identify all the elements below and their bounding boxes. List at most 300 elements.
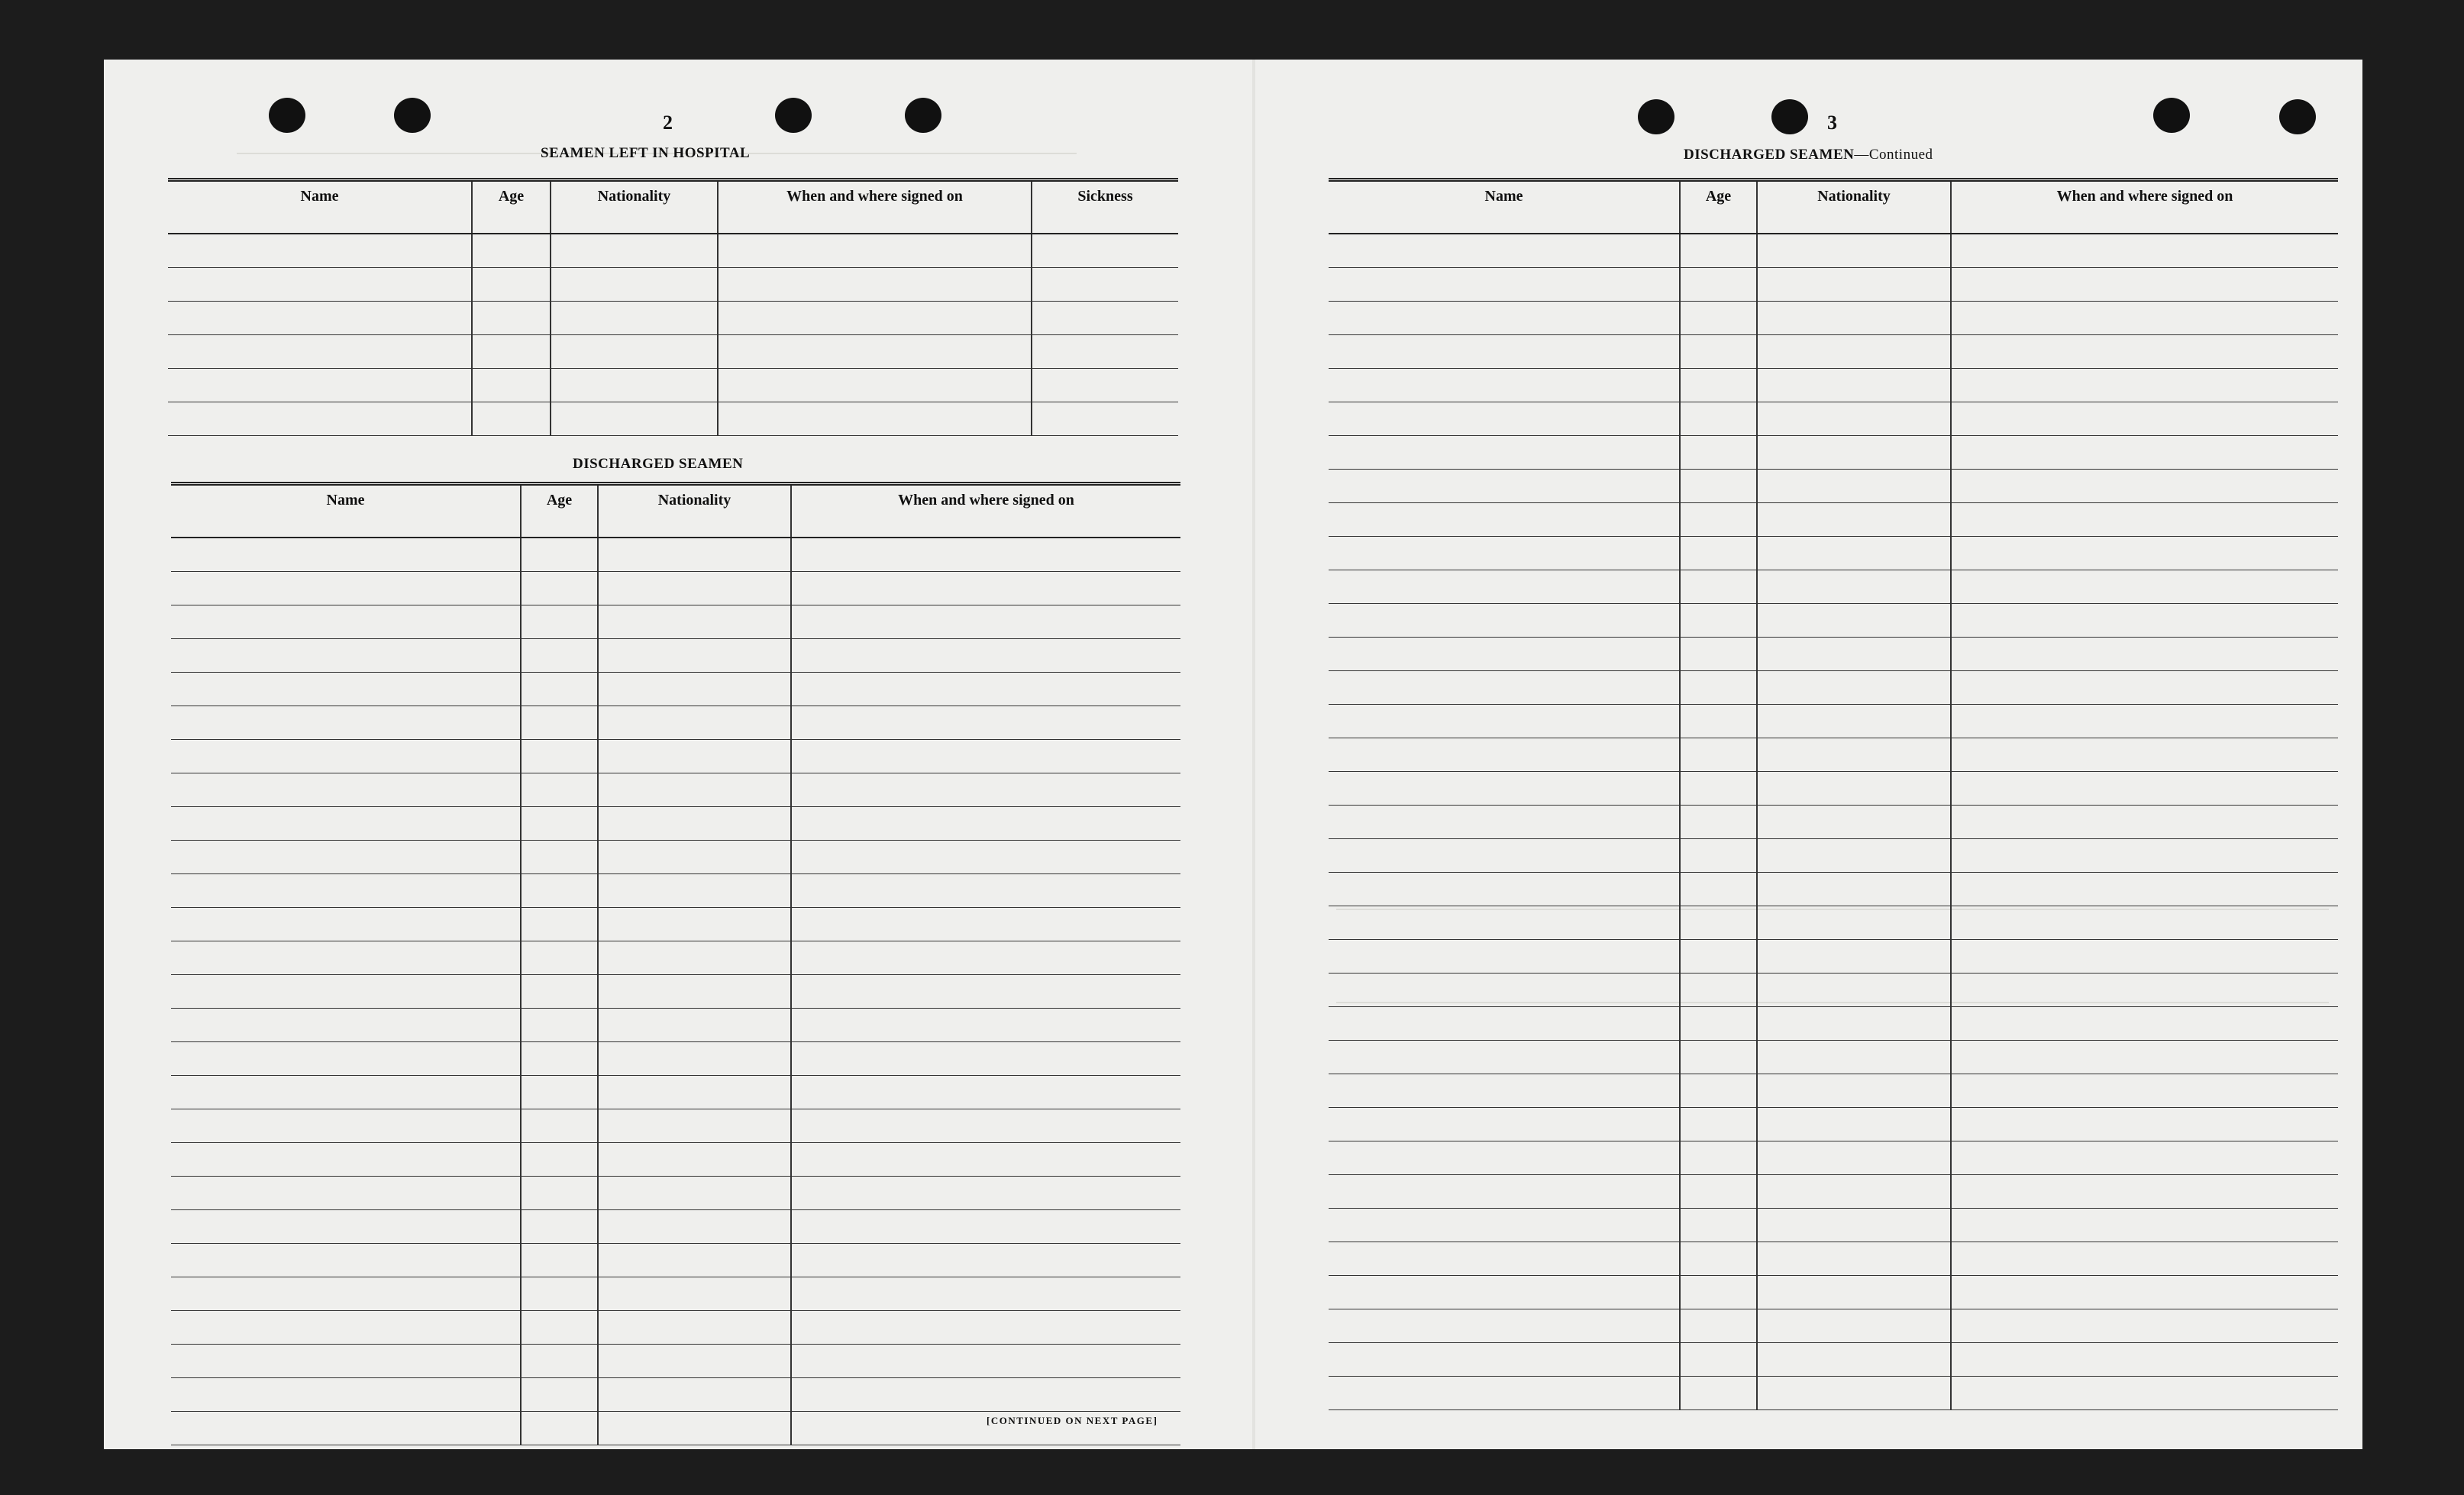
blank-cell xyxy=(791,1177,1180,1210)
blank-cell xyxy=(521,841,598,874)
blank-cell xyxy=(791,1042,1180,1076)
blank-cell xyxy=(1329,1108,1680,1141)
table-row xyxy=(168,302,1178,335)
blank-cell xyxy=(1680,940,1757,974)
blank-cell xyxy=(171,1345,521,1378)
blank-cell xyxy=(521,1345,598,1378)
blank-cell xyxy=(171,1009,521,1042)
blank-cell xyxy=(598,1311,791,1345)
blank-cell xyxy=(171,1311,521,1345)
blank-cell xyxy=(171,773,521,807)
table-row xyxy=(171,1143,1180,1177)
blank-cell xyxy=(1951,671,2338,705)
blank-cell xyxy=(1757,234,1951,268)
blank-cell xyxy=(598,1244,791,1277)
table-row xyxy=(171,538,1180,572)
table-row xyxy=(1329,302,2338,335)
continued-suffix: —Continued xyxy=(1854,147,1933,163)
blank-cell xyxy=(1680,1074,1757,1108)
blank-cell xyxy=(791,605,1180,639)
blank-cell xyxy=(1757,1377,1951,1410)
blank-cell xyxy=(1757,940,1951,974)
blank-cell xyxy=(1951,234,2338,268)
blank-cell xyxy=(1951,604,2338,638)
blank-cell xyxy=(521,572,598,605)
blank-cell xyxy=(1680,369,1757,402)
blank-cell xyxy=(551,268,718,302)
blank-cell xyxy=(1757,436,1951,470)
blank-cell xyxy=(1757,873,1951,906)
table-row xyxy=(1329,705,2338,738)
blank-cell xyxy=(171,1109,521,1143)
blank-cell xyxy=(521,1378,598,1412)
column-header-nationality: Nationality xyxy=(598,484,791,538)
blank-cell xyxy=(1951,369,2338,402)
column-header-nationality: Nationality xyxy=(551,180,718,234)
blank-cell xyxy=(718,369,1032,402)
blank-cell xyxy=(1680,503,1757,537)
blank-cell xyxy=(551,369,718,402)
blank-cell xyxy=(1951,873,2338,906)
blank-cell xyxy=(521,1210,598,1244)
blank-cell xyxy=(168,302,472,335)
blank-cell xyxy=(1329,1209,1680,1242)
blank-cell xyxy=(171,1042,521,1076)
blank-cell xyxy=(1680,1377,1757,1410)
blank-cell xyxy=(1329,234,1680,268)
table-row xyxy=(171,1177,1180,1210)
blank-cell xyxy=(1329,1007,1680,1041)
blank-cell xyxy=(718,268,1032,302)
table-row xyxy=(1329,369,2338,402)
blank-cell xyxy=(1951,1242,2338,1276)
blank-cell xyxy=(718,234,1032,268)
blank-cell xyxy=(1680,772,1757,806)
blank-cell xyxy=(1757,1242,1951,1276)
blank-cell xyxy=(521,1311,598,1345)
blank-cell xyxy=(1680,335,1757,369)
discharged-table-right xyxy=(1329,178,2338,1410)
blank-cell xyxy=(171,740,521,773)
table-row xyxy=(171,572,1180,605)
blank-cell xyxy=(1329,268,1680,302)
table-row xyxy=(171,1076,1180,1109)
blank-cell xyxy=(1757,1007,1951,1041)
blank-cell xyxy=(1757,974,1951,1007)
blank-cell xyxy=(1757,1309,1951,1343)
blank-cell xyxy=(1951,1175,2338,1209)
table-row xyxy=(1329,1141,2338,1175)
blank-cell xyxy=(1680,1276,1757,1309)
punch-hole xyxy=(775,98,812,133)
blank-cell xyxy=(1757,268,1951,302)
blank-cell xyxy=(171,1378,521,1412)
table-row xyxy=(1329,1175,2338,1209)
blank-cell xyxy=(1329,1276,1680,1309)
blank-cell xyxy=(1680,268,1757,302)
blank-cell xyxy=(472,234,551,268)
blank-cell xyxy=(171,706,521,740)
blank-cell xyxy=(551,335,718,369)
blank-cell xyxy=(1951,1074,2338,1108)
blank-cell xyxy=(598,1378,791,1412)
blank-cell xyxy=(1951,1108,2338,1141)
table-row xyxy=(1329,974,2338,1007)
table-row xyxy=(171,807,1180,841)
blank-cell xyxy=(472,302,551,335)
blank-cell xyxy=(171,1177,521,1210)
blank-cell xyxy=(1951,638,2338,671)
blank-cell xyxy=(521,773,598,807)
blank-cell xyxy=(1329,806,1680,839)
blank-cell xyxy=(1329,369,1680,402)
blank-cell xyxy=(1951,1343,2338,1377)
table-row xyxy=(171,605,1180,639)
blank-cell xyxy=(521,1109,598,1143)
blank-cell xyxy=(1680,470,1757,503)
blank-cell xyxy=(1951,772,2338,806)
blank-cell xyxy=(598,941,791,975)
column-header-name: Name xyxy=(1329,180,1680,234)
blank-cell xyxy=(521,1076,598,1109)
table-row xyxy=(1329,1108,2338,1141)
blank-cell xyxy=(551,302,718,335)
blank-cell xyxy=(521,740,598,773)
column-header-age: Age xyxy=(472,180,551,234)
blank-cell xyxy=(1757,1175,1951,1209)
blank-cell xyxy=(1757,839,1951,873)
punch-hole xyxy=(1771,99,1808,134)
blank-cell xyxy=(521,975,598,1009)
table-row xyxy=(1329,806,2338,839)
blank-cell xyxy=(1329,470,1680,503)
table-row xyxy=(171,1009,1180,1042)
punch-hole xyxy=(394,98,431,133)
table-row xyxy=(1329,470,2338,503)
blank-cell xyxy=(1329,570,1680,604)
blank-cell xyxy=(1951,974,2338,1007)
blank-cell xyxy=(1951,268,2338,302)
blank-cell xyxy=(1951,537,2338,570)
blank-cell xyxy=(1329,671,1680,705)
table-row xyxy=(171,773,1180,807)
blank-cell xyxy=(168,402,472,436)
blank-cell xyxy=(472,268,551,302)
blank-cell xyxy=(598,1177,791,1210)
blank-cell xyxy=(1757,470,1951,503)
table-row xyxy=(1329,268,2338,302)
blank-cell xyxy=(1329,772,1680,806)
blank-cell xyxy=(1951,436,2338,470)
blank-cell xyxy=(1329,1175,1680,1209)
blank-cell xyxy=(171,1412,521,1445)
blank-cell xyxy=(1757,1108,1951,1141)
table-row xyxy=(1329,1007,2338,1041)
blank-cell xyxy=(168,268,472,302)
table-row xyxy=(168,234,1178,268)
blank-cell xyxy=(1680,302,1757,335)
punch-hole xyxy=(905,98,941,133)
blank-cell xyxy=(1757,906,1951,940)
blank-cell xyxy=(1757,570,1951,604)
blank-cell xyxy=(598,605,791,639)
table-row xyxy=(171,706,1180,740)
blank-cell xyxy=(1680,1141,1757,1175)
punch-hole xyxy=(2279,99,2316,134)
blank-cell xyxy=(1032,402,1178,436)
table-row xyxy=(1329,772,2338,806)
blank-cell xyxy=(521,1277,598,1311)
column-header-name: Name xyxy=(171,484,521,538)
blank-cell xyxy=(598,908,791,941)
table-row xyxy=(1329,839,2338,873)
blank-cell xyxy=(1757,806,1951,839)
blank-cell xyxy=(1680,1175,1757,1209)
blank-cell xyxy=(598,807,791,841)
blank-cell xyxy=(598,1042,791,1076)
table-row xyxy=(1329,402,2338,436)
blank-cell xyxy=(521,1009,598,1042)
table-row xyxy=(168,268,1178,302)
table-row xyxy=(171,1345,1180,1378)
blank-cell xyxy=(598,538,791,572)
blank-cell xyxy=(171,639,521,673)
blank-cell xyxy=(1329,1242,1680,1276)
table-row xyxy=(1329,234,2338,268)
blank-cell xyxy=(1329,436,1680,470)
table-row xyxy=(171,874,1180,908)
blank-cell xyxy=(791,1076,1180,1109)
blank-cell xyxy=(791,807,1180,841)
blank-cell xyxy=(1329,906,1680,940)
discharged-section-title: DISCHARGED SEAMEN xyxy=(573,456,744,472)
punch-hole xyxy=(1638,99,1674,134)
blank-cell xyxy=(1951,1141,2338,1175)
blank-cell xyxy=(791,1345,1180,1378)
blank-cell xyxy=(1757,772,1951,806)
blank-cell xyxy=(1680,671,1757,705)
page-number-right: 3 xyxy=(1827,111,1837,134)
blank-cell xyxy=(1951,570,2338,604)
table-row xyxy=(171,740,1180,773)
blank-cell xyxy=(598,1277,791,1311)
blank-cell xyxy=(171,673,521,706)
blank-cell xyxy=(521,1244,598,1277)
blank-cell xyxy=(1329,1041,1680,1074)
blank-cell xyxy=(1757,369,1951,402)
blank-cell xyxy=(168,369,472,402)
blank-cell xyxy=(1032,302,1178,335)
table-row xyxy=(168,402,1178,436)
table-row xyxy=(171,1210,1180,1244)
blank-cell xyxy=(598,1210,791,1244)
blank-cell xyxy=(791,908,1180,941)
blank-cell xyxy=(598,1345,791,1378)
blank-cell xyxy=(1680,1007,1757,1041)
blank-cell xyxy=(1680,638,1757,671)
hospital-table xyxy=(168,178,1178,436)
blank-cell xyxy=(1757,302,1951,335)
blank-cell xyxy=(1329,974,1680,1007)
blank-cell xyxy=(791,1311,1180,1345)
table-row xyxy=(1329,1041,2338,1074)
blank-cell xyxy=(791,572,1180,605)
blank-cell xyxy=(791,1277,1180,1311)
table-row xyxy=(1329,570,2338,604)
blank-cell xyxy=(1757,705,1951,738)
blank-cell xyxy=(472,369,551,402)
blank-cell xyxy=(598,1109,791,1143)
table-row xyxy=(171,1277,1180,1311)
table-row xyxy=(1329,906,2338,940)
blank-cell xyxy=(791,941,1180,975)
blank-cell xyxy=(1951,503,2338,537)
blank-cell xyxy=(791,1378,1180,1412)
table-row xyxy=(1329,1242,2338,1276)
blank-cell xyxy=(1329,705,1680,738)
blank-cell xyxy=(171,941,521,975)
blank-cell xyxy=(521,1143,598,1177)
table-row xyxy=(171,639,1180,673)
blank-cell xyxy=(1680,537,1757,570)
blank-cell xyxy=(791,874,1180,908)
blank-cell xyxy=(1951,302,2338,335)
blank-cell xyxy=(791,1244,1180,1277)
blank-cell xyxy=(598,639,791,673)
table-row xyxy=(1329,1209,2338,1242)
blank-cell xyxy=(1329,873,1680,906)
table-row xyxy=(171,841,1180,874)
table-row xyxy=(1329,638,2338,671)
blank-cell xyxy=(791,673,1180,706)
blank-cell xyxy=(171,538,521,572)
blank-cell xyxy=(171,841,521,874)
table-row xyxy=(1329,671,2338,705)
table-row xyxy=(1329,503,2338,537)
blank-cell xyxy=(1757,671,1951,705)
blank-cell xyxy=(521,639,598,673)
blank-cell xyxy=(1757,335,1951,369)
blank-cell xyxy=(1757,1041,1951,1074)
column-header-when-and-where-signed-on: When and where signed on xyxy=(718,180,1032,234)
punch-hole xyxy=(269,98,305,133)
blank-cell xyxy=(598,572,791,605)
blank-cell xyxy=(1032,268,1178,302)
blank-cell xyxy=(1680,234,1757,268)
blank-cell xyxy=(1951,839,2338,873)
blank-cell xyxy=(598,1076,791,1109)
column-header-age: Age xyxy=(521,484,598,538)
blank-cell xyxy=(168,234,472,268)
blank-cell xyxy=(598,673,791,706)
blank-cell xyxy=(1680,570,1757,604)
continued-note: [CONTINUED ON NEXT PAGE] xyxy=(987,1415,1158,1426)
discharged-cont-title-text: DISCHARGED SEAMEN xyxy=(1684,147,1855,163)
blank-cell xyxy=(598,1143,791,1177)
table-row xyxy=(171,1042,1180,1076)
table-row xyxy=(1329,436,2338,470)
blank-cell xyxy=(1329,1309,1680,1343)
blank-cell xyxy=(1951,906,2338,940)
blank-cell xyxy=(598,706,791,740)
blank-cell xyxy=(598,1412,791,1445)
blank-cell xyxy=(521,706,598,740)
blank-cell xyxy=(171,1210,521,1244)
column-header-name: Name xyxy=(168,180,472,234)
table-row xyxy=(1329,1276,2338,1309)
blank-cell xyxy=(791,1109,1180,1143)
blank-cell xyxy=(472,402,551,436)
blank-cell xyxy=(1680,906,1757,940)
page-number-left: 2 xyxy=(663,111,673,134)
table-row xyxy=(171,1311,1180,1345)
blank-cell xyxy=(1951,1276,2338,1309)
page-fold xyxy=(1252,60,1255,1449)
blank-cell xyxy=(1757,604,1951,638)
blank-cell xyxy=(718,402,1032,436)
blank-cell xyxy=(1329,604,1680,638)
blank-cell xyxy=(1329,1141,1680,1175)
blank-cell xyxy=(521,673,598,706)
blank-cell xyxy=(598,740,791,773)
blank-cell xyxy=(791,1143,1180,1177)
blank-cell xyxy=(171,874,521,908)
blank-cell xyxy=(1680,873,1757,906)
blank-cell xyxy=(1757,1074,1951,1108)
blank-cell xyxy=(1951,335,2338,369)
table-row xyxy=(1329,1074,2338,1108)
blank-cell xyxy=(171,605,521,639)
hospital-section-title: SEAMEN LEFT IN HOSPITAL xyxy=(541,145,751,161)
blank-cell xyxy=(791,841,1180,874)
column-header-sickness: Sickness xyxy=(1032,180,1178,234)
blank-cell xyxy=(1757,1209,1951,1242)
blank-cell xyxy=(551,402,718,436)
blank-cell xyxy=(1757,537,1951,570)
table-row xyxy=(1329,537,2338,570)
blank-cell xyxy=(1680,604,1757,638)
blank-cell xyxy=(1329,1343,1680,1377)
blank-cell xyxy=(791,538,1180,572)
blank-cell xyxy=(1951,402,2338,436)
punch-hole xyxy=(2153,98,2190,133)
blank-cell xyxy=(1329,1074,1680,1108)
blank-cell xyxy=(598,975,791,1009)
blank-cell xyxy=(791,706,1180,740)
blank-cell xyxy=(472,335,551,369)
blank-cell xyxy=(1951,1209,2338,1242)
table-row xyxy=(171,1378,1180,1412)
table-row xyxy=(168,335,1178,369)
blank-cell xyxy=(1951,806,2338,839)
blank-cell xyxy=(1757,738,1951,772)
blank-cell xyxy=(171,908,521,941)
blank-cell xyxy=(1680,1309,1757,1343)
table-row xyxy=(171,908,1180,941)
table-row xyxy=(1329,1377,2338,1410)
blank-cell xyxy=(1680,738,1757,772)
blank-cell xyxy=(1680,436,1757,470)
blank-cell xyxy=(521,874,598,908)
blank-cell xyxy=(1680,1041,1757,1074)
table-row xyxy=(171,941,1180,975)
blank-cell xyxy=(791,773,1180,807)
blank-cell xyxy=(521,941,598,975)
blank-cell xyxy=(1757,1343,1951,1377)
blank-cell xyxy=(171,1244,521,1277)
discharged-cont-title xyxy=(1684,147,1933,163)
blank-cell xyxy=(1032,335,1178,369)
